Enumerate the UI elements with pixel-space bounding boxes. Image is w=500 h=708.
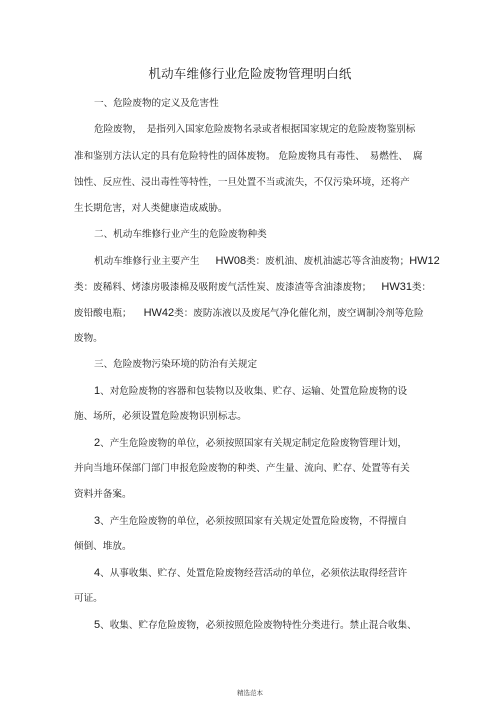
- rule-1-line-1: [94, 385, 407, 398]
- rule-3-number: 3: [94, 515, 101, 527]
- rule-2-text: 、产生危险废物的单位，必须按照国家有关规定制定危险废物管理计划，: [100, 438, 408, 449]
- section-1-heading: 一、危险废物的定义及危害性: [94, 98, 219, 109]
- rule-4-line-2: 可证。: [74, 593, 103, 604]
- section-2-line-1: [94, 255, 440, 268]
- rule-3-line-1: [94, 515, 407, 528]
- rule-5-number: 5: [94, 619, 101, 631]
- rule-2-line-1: [94, 437, 407, 450]
- rule-1-number: 1: [94, 385, 101, 397]
- section-2-line-2: [74, 281, 431, 294]
- section-2-line-2-text-a: 类：废稀料、烤漆房吸漆棉及吸附废气活性炭、废漆渣等含油漆废物；: [74, 282, 372, 293]
- section-2-line-4: 废物。: [74, 333, 103, 344]
- section-2-line-3: [74, 307, 424, 320]
- rule-3-text: 、产生危险废物的单位，必须按照国家有关规定处置危险废物，不得擅自: [100, 516, 408, 527]
- section-1-line-4: 生长期危害，对人类健康造成威胁。: [74, 203, 228, 214]
- rule-3-line-2: 倾倒、堆放。: [74, 541, 132, 552]
- rule-1-line-2: 施、场所，必须设置危险废物识别标志。: [74, 411, 247, 422]
- section-2-heading: 二、机动车维修行业产生的危险废物种类: [94, 229, 267, 240]
- rule-1-text: 、对危险废物的容器和包装物以及收集、贮存、运输、处置危险废物的设: [100, 386, 408, 397]
- section-3-heading: 三、危险废物污染环境的防治有关规定: [94, 359, 258, 370]
- rule-4-line-1: [94, 567, 407, 580]
- rule-2-line-2: 并向当地环保部门部门申报危险废物的种类、产生量、流向、贮存、处置等有关: [74, 463, 410, 474]
- waste-code-hw42: HW42: [143, 307, 175, 319]
- document-title: 机动车维修行业危险废物管理明白纸: [148, 66, 352, 81]
- section-1-line-2: 准和鉴别方法认定的具有危险特性的固体废物。 危险废物具有毒性、 易燃性、 腐: [74, 151, 423, 162]
- section-2-line-1-text-b: 类：废机油、废机油滤芯等含油废物；: [246, 256, 410, 267]
- section-2-line-3-text-a: 废铅酸电瓶；: [74, 308, 132, 319]
- section-2-line-2-text-b: 类：: [411, 282, 432, 293]
- rule-5-line-1: [94, 619, 417, 632]
- waste-code-hw08: HW08: [215, 255, 247, 267]
- rule-2-line-3: 资料并备案。: [74, 489, 132, 500]
- waste-code-hw12: HW12: [409, 255, 440, 267]
- rule-2-number: 2: [94, 437, 101, 449]
- rule-5-text: 、收集、贮存危险废物，必须按照危险废物特性分类进行。禁止混合收集、: [100, 620, 417, 631]
- waste-code-hw31: HW31: [381, 281, 412, 293]
- section-2-line-1-text-a: 机动车维修行业主要产生: [94, 256, 200, 267]
- rule-4-text: 、从事收集、贮存、处置危险废物经营活动的单位，必须依法取得经营许: [100, 568, 408, 579]
- section-1-line-3: 蚀性、反应性、浸出毒性等特性，一旦处置不当或流失，不仅污染环境，还将产: [74, 177, 410, 188]
- page-footer: 精选范本: [237, 689, 263, 697]
- rule-4-number: 4: [94, 567, 101, 579]
- section-2-line-3-text-b: 类：废防冻液以及废尾气净化催化剂，废空调制冷剂等危险: [174, 308, 424, 319]
- section-1-line-1: 危险废物， 是指列入国家危险废物名录或者根据国家规定的危险废物鉴别标: [94, 124, 416, 135]
